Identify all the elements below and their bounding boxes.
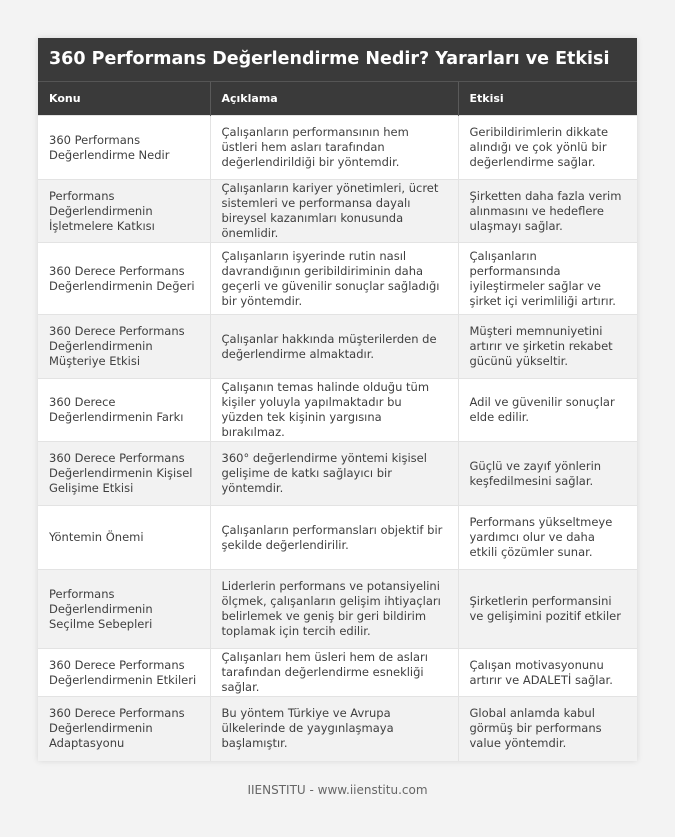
- comparison-table: [38, 81, 637, 761]
- etkisi-cell: Adil ve güvenilir sonuçlar elde edilir.: [458, 379, 637, 442]
- table-row: [38, 116, 637, 180]
- column-header-aciklama: Açıklama: [210, 82, 458, 116]
- etkisi-cell: Şirketten daha fazla verim alınmasını ve hedeflere ulaşmayı sağlar.: [458, 180, 637, 243]
- konu-cell: 360 Derece Performans Değerlendirmenin Değeri: [38, 243, 210, 315]
- table-body: [38, 116, 637, 761]
- table-row: [38, 243, 637, 315]
- table-row: [38, 180, 637, 243]
- konu-cell: 360 Derece Performans Değerlendirmenin Etkileri: [38, 649, 210, 697]
- aciklama-cell: Çalışanlar hakkında müşterilerden de değerlendirme almaktadır.: [210, 315, 458, 379]
- aciklama-cell: 360° değerlendirme yöntemi kişisel gelişime de katkı sağlayıcı bir yöntemdir.: [210, 442, 458, 506]
- aciklama-cell: Çalışanları hem üsleri hem de asları tarafından değerlendirme esnekliği sağlar.: [210, 649, 458, 697]
- etkisi-cell: Global anlamda kabul görmüş bir performans value yöntemdir.: [458, 697, 637, 761]
- aciklama-cell: Çalışanların kariyer yönetimleri, ücret sistemleri ve performansa dayalı bireysel kazanımları konusunda önemlidir.: [210, 180, 458, 243]
- etkisi-cell: Güçlü ve zayıf yönlerin keşfedilmesini sağlar.: [458, 442, 637, 506]
- konu-cell: Performans Değerlendirmenin İşletmelere Katkısı: [38, 180, 210, 243]
- aciklama-cell: Çalışanların performansının hem üstleri hem asları tarafından değerlendirildiği bir yöntemdir.: [210, 116, 458, 180]
- content-card: [38, 38, 637, 761]
- etkisi-cell: Çalışanların performansında iyileştirmeler sağlar ve şirket içi verimliliği artırır.: [458, 243, 637, 315]
- column-header-konu: Konu: [38, 82, 210, 116]
- etkisi-cell: Şirketlerin performansini ve gelişimini pozitif etkiler: [458, 570, 637, 649]
- table-row: [38, 649, 637, 697]
- konu-cell: Yöntemin Önemi: [38, 506, 210, 570]
- table-row: [38, 379, 637, 442]
- etkisi-cell: Çalışan motivasyonunu artırır ve ADALETİ sağlar.: [458, 649, 637, 697]
- etkisi-cell: Geribildirimlerin dikkate alındığı ve çok yönlü bir değerlendirme sağlar.: [458, 116, 637, 180]
- page-title: 360 Performans Değerlendirme Nedir? Yararları ve Etkisi: [38, 38, 637, 81]
- table-row: [38, 506, 637, 570]
- aciklama-cell: Bu yöntem Türkiye ve Avrupa ülkelerinde de yaygınlaşmaya başlamıştır.: [210, 697, 458, 761]
- aciklama-cell: Çalışanların işyerinde rutin nasıl davrandığının geribildiriminin daha geçerli ve güvenilir sonuçlar sağladığı bir yöntemdir.: [210, 243, 458, 315]
- konu-cell: 360 Derece Performans Değerlendirmenin Müşteriye Etkisi: [38, 315, 210, 379]
- konu-cell: 360 Performans Değerlendirme Nedir: [38, 116, 210, 180]
- konu-cell: 360 Derece Performans Değerlendirmenin Adaptasyonu: [38, 697, 210, 761]
- footer-credit: IIENSTITU - www.iienstitu.com: [247, 783, 428, 797]
- aciklama-cell: Liderlerin performans ve potansiyelini ölçmek, çalışanların gelişim ihtiyaçları belirlemek ve geniş bir geri bildirim toplamak için tercih edilir.: [210, 570, 458, 649]
- table-row: [38, 570, 637, 649]
- konu-cell: 360 Derece Değerlendirmenin Farkı: [38, 379, 210, 442]
- table-row: [38, 315, 637, 379]
- konu-cell: Performans Değerlendirmenin Seçilme Sebepleri: [38, 570, 210, 649]
- aciklama-cell: Çalışanların performansları objektif bir şekilde değerlendirilir.: [210, 506, 458, 570]
- etkisi-cell: Performans yükseltmeye yardımcı olur ve daha etkili çözümler sunar.: [458, 506, 637, 570]
- table-row: [38, 697, 637, 761]
- column-header-etkisi: Etkisi: [458, 82, 637, 116]
- konu-cell: 360 Derece Performans Değerlendirmenin Kişisel Gelişime Etkisi: [38, 442, 210, 506]
- etkisi-cell: Müşteri memnuniyetini artırır ve şirketin rekabet gücünü yükseltir.: [458, 315, 637, 379]
- table-header-row: [38, 82, 637, 116]
- table-row: [38, 442, 637, 506]
- aciklama-cell: Çalışanın temas halinde olduğu tüm kişiler yoluyla yapılmaktadır bu yüzden tek kişinin yargısına bırakılmaz.: [210, 379, 458, 442]
